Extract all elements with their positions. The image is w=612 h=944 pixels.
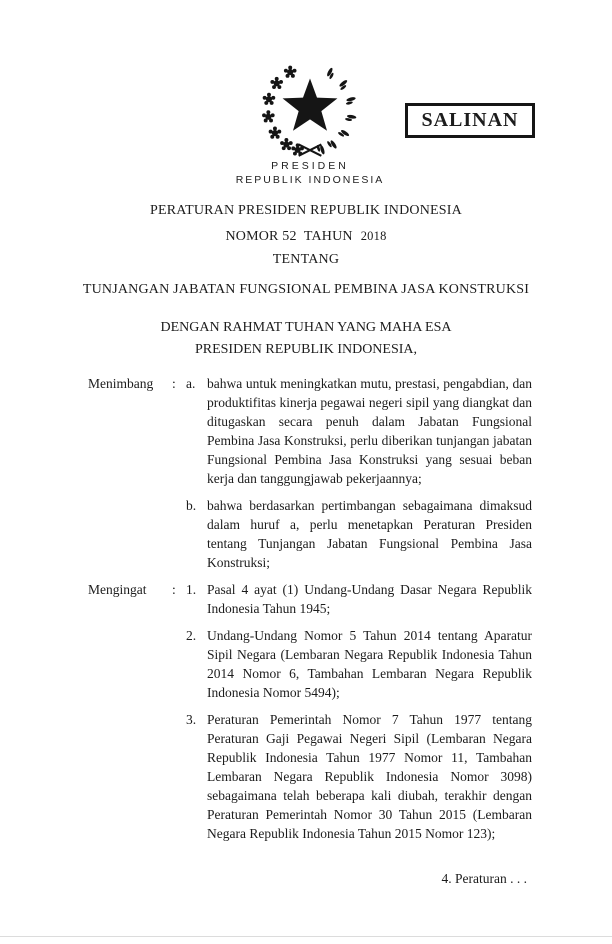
item-marker: 3.: [186, 712, 197, 727]
letterhead-presiden: PRESIDEN: [271, 160, 349, 172]
item-marker: a.: [186, 376, 196, 391]
menimbang-separator: :: [172, 376, 176, 391]
menimbang-items: [186, 374, 532, 580]
salinan-stamp-label: SALINAN: [421, 109, 519, 131]
item-text: Undang-Undang Nomor 5 Tahun 2014 tentang Aparatur Sipil Negara (Lembaran Negara Republik Indonesia Tahun 2014 Nomor 6, Tambahan Lembaran Negara Republik Indonesia Nomor 5494);: [207, 628, 532, 700]
list-item: [186, 374, 532, 488]
preamble-authority: PRESIDEN REPUBLIK INDONESIA,: [194, 341, 418, 357]
item-text: bahwa untuk meningkatkan mutu, prestasi, pengabdian, dan produktifitas kinerja pegawai negeri sipil yang diangkat dan ditugaskan secara penuh dalam Jabatan Fungsional Pembina Jasa Konstruksi, perlu diberikan tunjangan jabatan Fungsional Pembina Jasa Konstruksi yang sesuai beban kerja dan tanggungjawab pekerjaannya;: [207, 376, 532, 486]
mengingat-section: [88, 580, 532, 851]
mengingat-label: Mengingat: [88, 582, 147, 597]
item-text: bahwa berdasarkan pertimbangan sebagaimana dimaksud dalam huruf a, perlu menetapkan Peraturan Presiden tentang Tunjangan Jabatan Fungsional Pembina Jasa Konstruksi;: [207, 498, 532, 570]
letterhead: [160, 160, 460, 187]
item-marker: 1.: [186, 582, 197, 597]
preamble: [0, 317, 612, 360]
tentang-label: TENTANG: [272, 252, 340, 267]
letterhead-republik-indonesia: REPUBLIK INDONESIA: [235, 173, 385, 186]
title-block: [0, 199, 612, 302]
salinan-stamp: [405, 103, 535, 138]
mengingat-separator: :: [172, 582, 176, 597]
garuda-star-wreath-icon: [253, 62, 367, 162]
regulation-subject: TUNJANGAN JABATAN FUNGSIONAL PEMBINA JASA KONSTRUKSI: [82, 281, 530, 297]
menimbang-section: [88, 374, 532, 580]
regulation-number-prefix: NOMOR 52 TAHUN: [225, 228, 353, 244]
item-text: Peraturan Pemerintah Nomor 7 Tahun 1977 tentang Peraturan Gaji Pegawai Negeri Sipil (Lembaran Negara Republik Indonesia Tahun 1977 Nomor 11, Tambahan Lembaran Negara Republik Indonesia Nomor 3098) sebagaimana telah beberapa kali diubah, terakhir dengan Peraturan Pemerintah Nomor 30 Tahun 2015 (Lembaran Negara Republik Indonesia Tahun 2015 Nomor 123);: [207, 712, 532, 841]
list-item: [186, 626, 532, 702]
mengingat-items: [186, 580, 532, 851]
item-marker: b.: [186, 498, 197, 513]
list-item: [186, 710, 532, 843]
regulation-title: PERATURAN PRESIDEN REPUBLIK INDONESIA: [150, 203, 462, 218]
clauses: [88, 374, 532, 851]
regulation-number-line: [0, 224, 612, 249]
list-item: [186, 496, 532, 572]
item-marker: 2.: [186, 628, 197, 643]
regulation-year: 2018: [360, 228, 387, 243]
page-bottom-rule: [0, 936, 612, 937]
menimbang-label: Menimbang: [88, 376, 154, 391]
preamble-invocation: DENGAN RAHMAT TUHAN YANG MAHA ESA: [160, 320, 452, 335]
catchword: 4. Peraturan . . .: [441, 871, 527, 886]
item-text: Pasal 4 ayat (1) Undang-Undang Dasar Negara Republik Indonesia Tahun 1945;: [207, 582, 532, 616]
list-item: [186, 580, 532, 618]
